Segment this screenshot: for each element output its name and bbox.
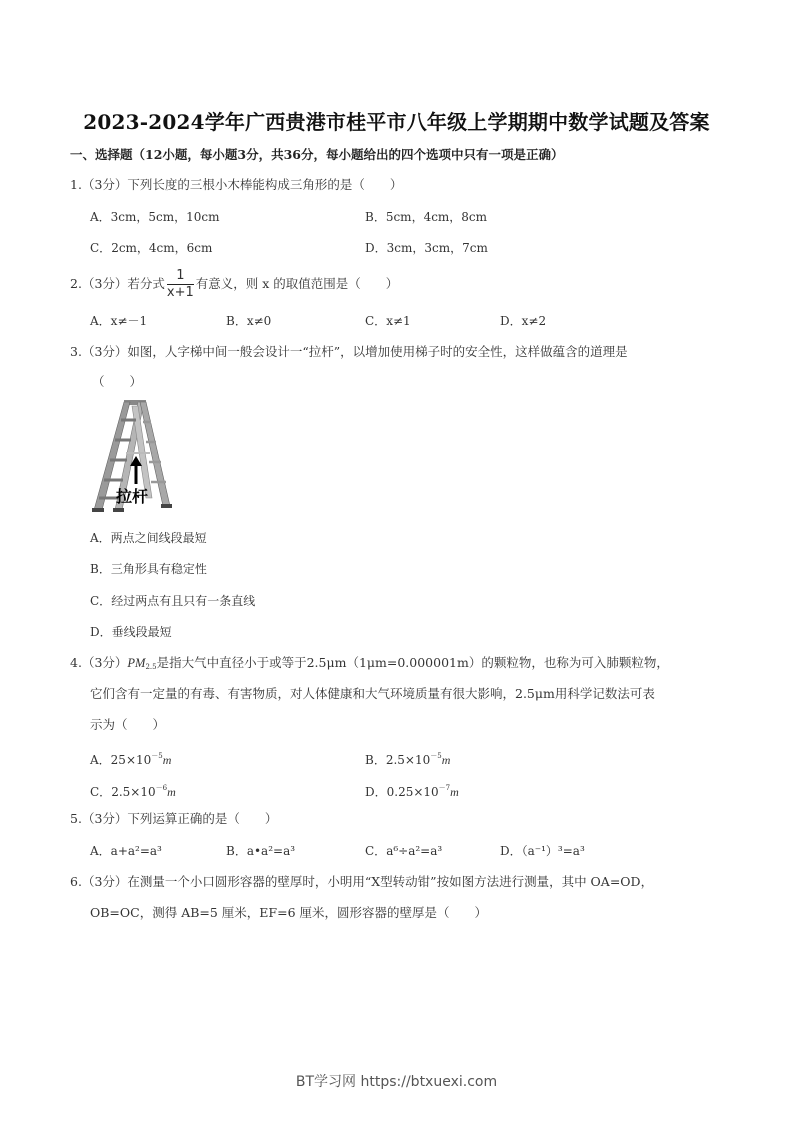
option-label: D． [500, 314, 522, 328]
pm-label: PM [127, 656, 146, 670]
question-4-option-d [365, 780, 459, 800]
question-number: 5. [70, 811, 82, 826]
option-base: 2.5×10 [385, 753, 431, 767]
option-text: 3cm，5cm，10cm [110, 210, 220, 224]
option-base: 25×10 [110, 753, 152, 767]
question-1-option-c [90, 240, 212, 256]
question-text: 在测量一个小口圆形容器的壁厚时，小明用“X型转动钳”按如图方法进行测量，其中 OA=OD， [127, 874, 654, 889]
question-score: （3分） [81, 655, 128, 670]
question-4-option-b [365, 748, 450, 768]
question-text: 是指大气中直径小于或等于2.5μm（1μm=0.000001m）的颗粒物，也称为可入肺颗粒物， [156, 655, 669, 670]
question-number: 2. [70, 276, 82, 291]
question-score: （3分） [81, 811, 128, 826]
question-text: 如图，人字梯中间一般会设计一“拉杆”，以增加使用梯子时的安全性，这样做蕴含的道理是 [127, 344, 628, 359]
question-6-stem-line-1 [70, 874, 653, 890]
pm-subscript: 2.5 [145, 663, 157, 671]
figure-label: 拉杆 [116, 487, 149, 506]
option-label: B． [90, 562, 111, 576]
question-3-blank: （ ） [92, 374, 143, 389]
option-text: a•a²=a³ [246, 844, 296, 858]
option-label: C． [90, 594, 112, 608]
option-exponent: －5 [151, 752, 163, 760]
question-score: （3分） [81, 874, 128, 889]
option-text: 2cm，4cm，6cm [111, 241, 213, 255]
question-2-stem [70, 268, 398, 301]
option-exponent: －7 [438, 784, 451, 792]
option-base: 0.25×10 [386, 785, 439, 799]
option-label: C． [90, 785, 112, 799]
question-5-option-c [365, 843, 442, 859]
question-2-option-b [226, 313, 271, 329]
question-5-option-a [90, 843, 162, 859]
option-label: D． [500, 844, 522, 858]
question-4-stem-line-2: 它们含有一定量的有毒、有害物质，对人体健康和大气环境质量有很大影响，2.5μm用科学记数法可表 [90, 686, 655, 701]
option-label: A． [90, 531, 111, 545]
option-label: C． [365, 844, 387, 858]
question-5-stem [70, 811, 277, 827]
option-text: a+a²=a³ [110, 844, 162, 858]
option-label: C． [90, 241, 112, 255]
question-number: 1. [70, 177, 82, 192]
option-label: D． [365, 785, 387, 799]
fraction-numerator: 1 [167, 268, 194, 285]
question-4-stem-line-1 [70, 655, 669, 675]
option-text: x≠－1 [110, 314, 148, 328]
question-2-option-a [90, 313, 147, 329]
question-5-option-b [226, 843, 295, 859]
question-score: （3分） [81, 177, 128, 192]
question-4-option-a [90, 748, 171, 768]
option-label: B． [226, 314, 247, 328]
question-1-option-a [90, 209, 220, 225]
question-4-stem-line-3: 示为（ ） [90, 717, 166, 732]
section-heading: 一、选择题（12小题，每小题3分，共36分，每小题给出的四个选项中只有一项是正确） [70, 147, 564, 162]
option-label: A． [90, 314, 111, 328]
option-unit: m [162, 753, 172, 767]
question-3-option-c [90, 593, 255, 609]
option-text: 三角形具有稳定性 [110, 562, 207, 576]
question-4-option-c [90, 780, 176, 800]
option-text: 垂线段最短 [111, 625, 172, 639]
option-exponent: －6 [155, 784, 168, 792]
question-3-option-a [90, 530, 207, 546]
question-text: 下列长度的三根小木棒能构成三角形的是（ ） [127, 177, 403, 192]
option-text: 经过两点有且只有一条直线 [111, 594, 256, 608]
option-text: 两点之间线段最短 [110, 531, 207, 545]
question-number: 3. [70, 344, 82, 359]
option-label: B． [365, 210, 386, 224]
question-1-stem [70, 177, 402, 193]
option-label: D． [365, 241, 387, 255]
question-number: 4. [70, 655, 82, 670]
option-label: B． [365, 753, 386, 767]
question-3-stem [70, 344, 628, 360]
option-text: a⁶÷a²=a³ [386, 844, 443, 858]
option-label: A． [90, 753, 111, 767]
question-3-option-d [90, 624, 172, 640]
page-title: 2023-2024学年广西贵港市桂平市八年级上学期期中数学试题及答案 [83, 110, 710, 134]
option-label: C． [365, 314, 387, 328]
question-text: 有意义，则 x 的取值范围是（ ） [195, 276, 399, 291]
option-text: （a⁻¹）³=a³ [521, 844, 585, 858]
question-2-option-d [500, 313, 546, 329]
option-unit: m [450, 785, 459, 799]
option-label: A． [90, 210, 111, 224]
question-5-option-d [500, 843, 585, 859]
question-1-option-d [365, 240, 488, 256]
option-text: 5cm，4cm，8cm [385, 210, 488, 224]
fraction [167, 268, 194, 301]
question-score: （3分） [81, 344, 128, 359]
option-label: D． [90, 625, 112, 639]
option-unit: m [441, 753, 451, 767]
question-1-option-b [365, 209, 487, 225]
question-score: （3分） [81, 276, 128, 291]
question-text: 若分式 [127, 276, 165, 291]
option-text: 3cm，3cm，7cm [386, 241, 488, 255]
option-text: x≠0 [246, 314, 272, 328]
option-label: B． [226, 844, 247, 858]
question-text: 下列运算正确的是（ ） [127, 811, 278, 826]
question-number: 6. [70, 874, 82, 889]
question-3-option-b [90, 561, 207, 577]
question-6-stem-line-2: OB=OC，测得 AB=5 厘米，EF=6 厘米，圆形容器的壁厚是（ ） [90, 905, 488, 920]
option-label: A． [90, 844, 111, 858]
footer-watermark: BT学习网 https://btxuexi.com [295, 1074, 498, 1090]
fraction-denominator: x+1 [166, 285, 194, 300]
question-2-option-c [365, 313, 411, 329]
option-text: x≠2 [521, 314, 547, 328]
option-base: 2.5×10 [111, 785, 156, 799]
option-unit: m [167, 785, 176, 799]
option-exponent: －5 [430, 752, 442, 760]
option-text: x≠1 [386, 314, 411, 328]
